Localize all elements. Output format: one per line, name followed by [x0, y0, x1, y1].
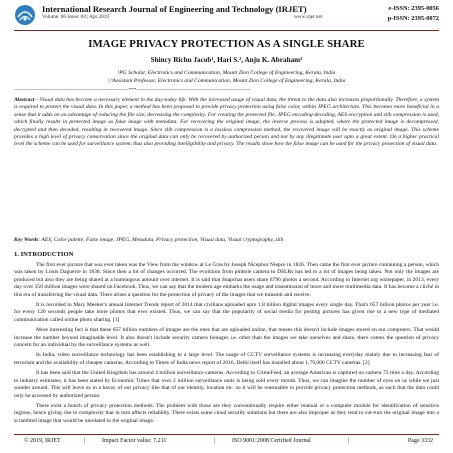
- paragraph: More interesting fact is that these 657 billion numbers of images are the ones that are uploaded online, that means this doesn't include images stored on our computers. That would increase the number beyond imaginable level. It also doesn't include security camera footages i.e. other than the images we take ourselves and share, there comes the question of privacy concern for an individual by the surveillance systems as well.: [14, 327, 439, 349]
- footer-copyright: © 2019, IRJET: [24, 438, 61, 444]
- footer-divider: [14, 434, 439, 435]
- e-issn: e-ISSN: 2395-0056: [388, 5, 439, 12]
- footer-impact-factor: Impact Factor value: 7.211: [102, 438, 167, 444]
- p-issn: p-ISSN: 2395-0072: [387, 15, 439, 22]
- introduction-body: [14, 262, 439, 428]
- keywords-label: Key Words: [14, 237, 39, 243]
- issn-block: [388, 4, 439, 24]
- paragraph: The first ever picture that was ever taken was the View from the window at Le Gras by Joseph Nicephor Niepce in 1826. Then came the first ever picture containing a person, which was taken by Louis Daguerre in 1838. Since then a lot of changes occurred. The evolution from pinhole camera to DSLRs has led to a lot of images being taken. Not only the images are produced but also they are being shared at a humongous amount over internet. It is said that Snapchat users share 8796 photos a second. According to Internet org whitepaper, in 2013, every day over 350 million images were shared on Facebook. Thus, we can say that the modern age embarks the usage and transmission of more and more multimedia data. It has become a cliché in this era of transferring the visual data. There arises a question for the protection of privacy of the images that we transmit and receive.: [14, 262, 439, 298]
- paragraph: It is recorded in Mary Meeker's annual Internet Trends report of 2014 that civilians uploaded upto 1.8 billion digital images every single day. That's 657 billion photos per year i.e. for every 120 seconds people take more photos that ever existed. Thus, we can say that the popularity of social media for posting pictures has given rise to a new type of mediated communication called online photo sharing. [1]: [14, 302, 439, 323]
- paper-title: IMAGE PRIVACY PROTECTION AS A SINGLE SHARE: [88, 38, 365, 50]
- paragraph: There exist a bunch of privacy protection methods. The problem with those are they conventionally require either manual or a computer module for identification of sensitive regions, hence giving rise to complexity that in turn affects reliability. There exists some cloud security solutions but there are also improper as they tend to cut-turn the original image into a scrambled image that would be unrelated to the original image.: [14, 402, 439, 424]
- journal-header: [14, 3, 439, 33]
- journal-logo-icon: [14, 4, 36, 26]
- journal-url[interactable]: www.irjet.net: [294, 14, 323, 20]
- journal-name: International Research Journal of Engineering and Technology (IRJET): [42, 4, 307, 14]
- header-divider: [14, 30, 439, 31]
- affiliation-1: ¹PG Scholar, Electronics and Communication, Mount Zion College of Engineering, Kerala, India: [117, 70, 336, 76]
- abstract-text: - Visual data has become a necessary element in the day-today life. With the increased usage of visual data, the threat to the data also increases proportionally. Therefore, a system is required to protect the visual data. In this paper, a method has been proposed to provide privacy protection using false color, within JPEG architecture. This becomes more beneficial in a sense that it adds on an advantage of reducing the file size, decreasing the complexity. For creating the protected file, JPEG encoding-decoding, AES encryption and zlib compression is used, which finally results in protected image as false image with metadata. For recovering the original image, the inverse process is adopted, where the protected image is decompressed, decrypted and then decoded, resulting in recovered image. Since zlib compression is a lossless compression method, the recovered image will be exactly as original image. This scheme provides a high level of privacy conservation since the original data can only be recovered by authorized person and not by any illegitimate user upto a great extent. On a higher practical level the scheme can be used for surveillance system, thus also providing intelligibility and privacy. The results show how the false image can be used for the privacy protection of visual data.: [14, 97, 439, 148]
- abstract: [14, 97, 439, 149]
- abstract-label: Abstract: [14, 97, 35, 103]
- footer-page-number: Page 3332: [407, 438, 433, 444]
- footer-separator: |: [214, 438, 216, 444]
- paragraph: In India, video surveillance technology has been establishing to a large level. The usage of CCTV surveillance systems is increasing everyday mainly due to increasing fear of terrorism and the availability of cheaper cameras. According to Times of India news report of 2016, Delhi itself has installed about 1,79,000 CCTV cameras. [2]: [14, 352, 439, 366]
- footer-separator: |: [84, 438, 86, 444]
- keywords: [14, 237, 439, 244]
- section-separator: ---------------------------------------------------------------------***---------------------------------------------------------------------: [14, 88, 252, 93]
- journal-issue: Volume: 06 Issue: 04 | Apr 2019: [42, 14, 109, 20]
- section-heading-introduction: 1. INTRODUCTION: [14, 251, 74, 258]
- affiliation-2: ²,³Assistant Professor, Electronics and Communication, Mount Zion College of Engineering, Kerala, India: [107, 78, 346, 84]
- paper-authors: Shincy Richu Jacob¹, Hari S.², Anju K. Abraham³: [150, 56, 303, 64]
- footer-separator: |: [348, 438, 350, 444]
- footer-iso: ISO 9001:2008 Certified Journal: [232, 438, 311, 444]
- keywords-text: : AES, Color palette, False image, JPEG, Metadata, Privacy protection, Visual data, Visual cryptography, zlib: [38, 237, 284, 243]
- page-footer: [14, 438, 439, 449]
- paragraph: It has been said that the United Kingdom has around 4 million surveillance cameras. According to CrimeFeed, an average American is captured on camera 75 time a day. According to industry estimates, it has been stated by Economic Times that over 2 million surveillance units is being sold every month. Thus, we can imagine the number of eyes on us while we just wander around. This will leave us in a havoc of our privacy like that of our identity, location etc. so it will be reasonable to provide privacy protection methods, as such that the data could only be accessed by authorized person.: [14, 370, 439, 399]
